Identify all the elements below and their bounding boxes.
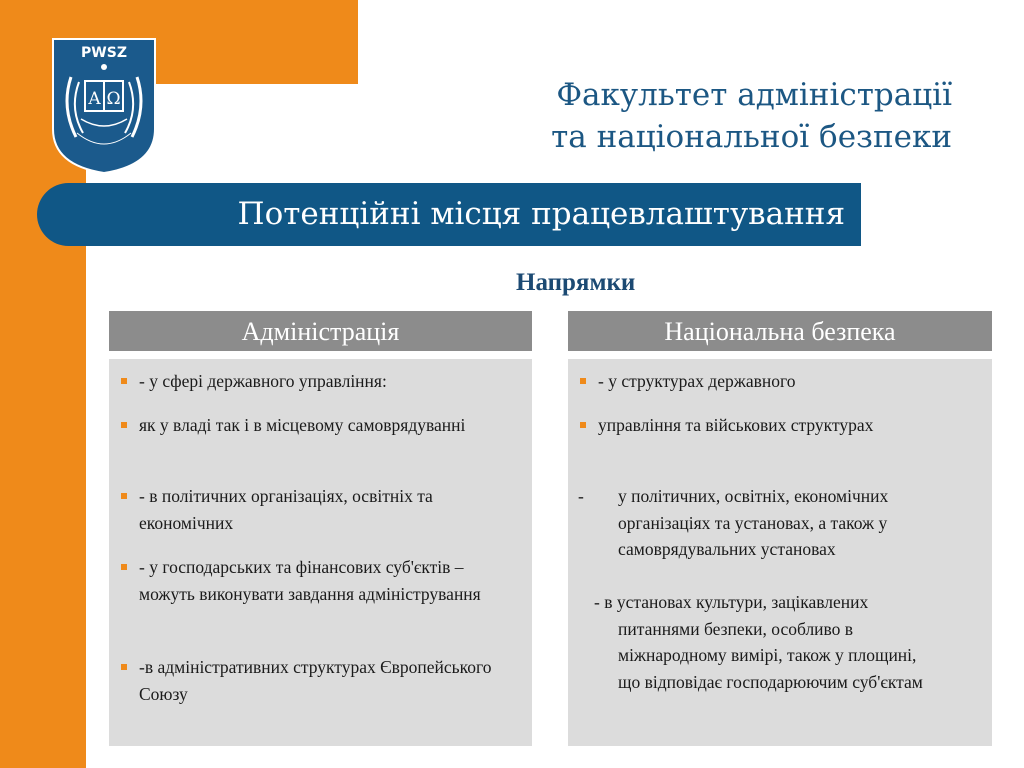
list-item: - в політичних організаціях, освітніх та економічних [121,483,522,536]
square-bullet-icon [580,422,586,428]
banner-title: Потенційні місця працевлаштування [237,196,845,232]
pwsz-logo [51,37,157,175]
square-bullet-icon [121,378,127,384]
square-bullet-icon [121,664,127,670]
faculty-title [551,74,952,158]
column-header-national-security: Національна безпека [568,311,992,351]
square-bullet-icon [121,422,127,428]
column-header-administration: Адміністрація [109,311,532,351]
paragraph-political: у політичних, освітніх, економічних організаціях та установах, а також у самоврядувальних установах [618,486,889,559]
faculty-title-line2: та національної безпеки [551,119,952,155]
faculty-title-line1: Факультет адміністрації [556,77,952,113]
logo-omega: Ω [106,89,121,109]
square-bullet-icon [121,564,127,570]
list-item: управління та військових структурах [580,412,902,439]
directions-heading: Напрямки [516,269,636,296]
logo-pwsz-text: PWSZ [81,45,127,61]
column-body-national-security [568,359,992,746]
dash-marker: - [578,486,584,506]
paragraph-culture-rest: питаннями безпеки, особливо в міжнародному вимірі, також у площині, що відповідає господарюючим суб'єктам [618,618,923,692]
column-body-administration [109,359,532,746]
list-item: - у структурах державного [580,368,982,395]
list-item: як у владі так і в місцевому самоврядуванні [121,412,522,439]
list-item: - у сфері державного управління: [121,368,522,395]
paragraph-culture-first-line: - в установах культури, зацікавлених [594,592,869,612]
square-bullet-icon [121,493,127,499]
title-banner [37,183,861,246]
list-item: -в адміністративних структурах Європейського Союзу [121,654,522,707]
logo-alpha: A [88,89,101,109]
list-item: - у господарських та фінансових суб'єктів – можуть виконувати завдання адміністрування [121,554,522,607]
square-bullet-icon [580,378,586,384]
